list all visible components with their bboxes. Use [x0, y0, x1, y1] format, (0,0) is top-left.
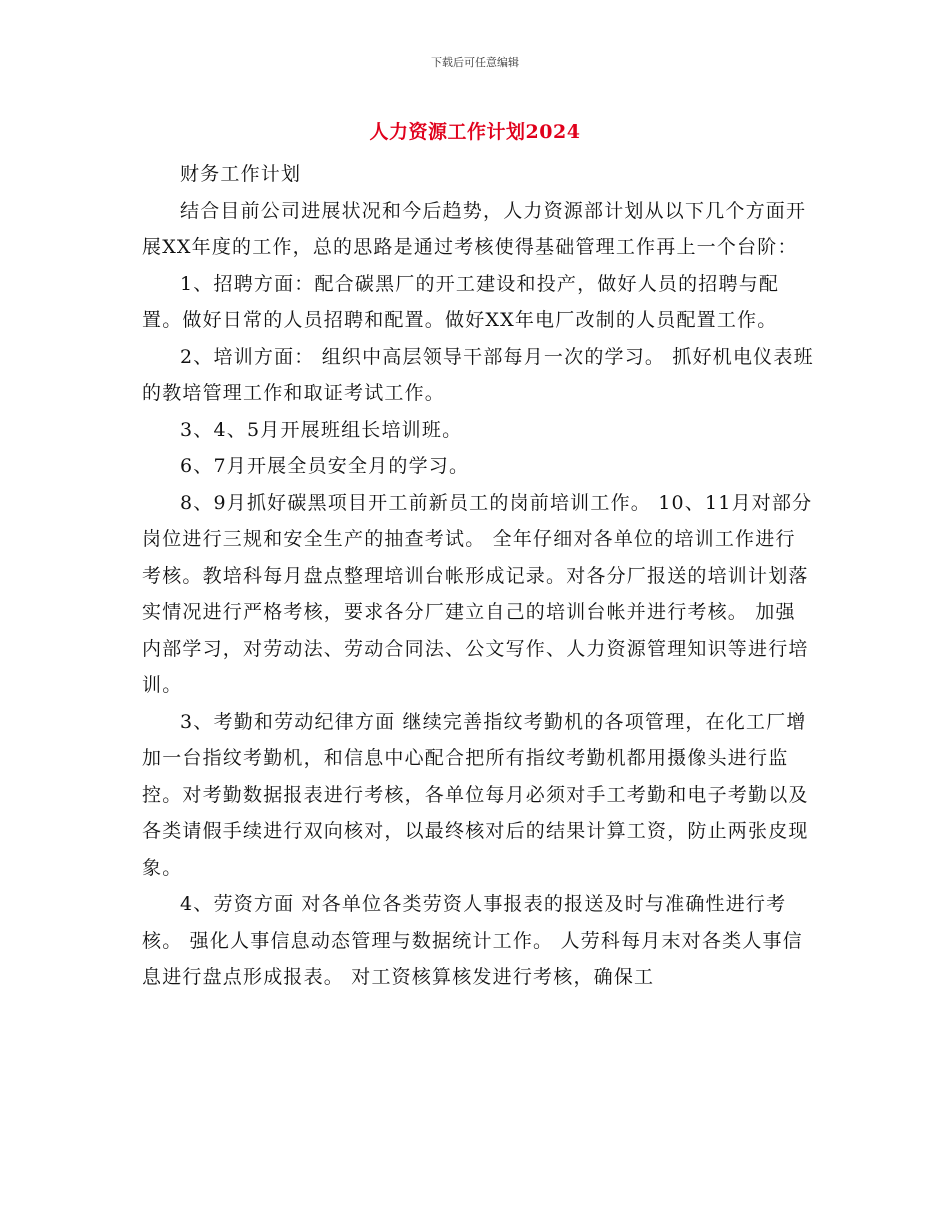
paragraph-attendance: 3、考勤和劳动纪律方面 继续完善指纹考勤机的各项管理，在化工厂增加一台指纹考勤机，和信息中心配合把所有指纹考勤机都用摄像头进行监控。对考勤数据报表进行考核，各单位每月必须对手工考勤和电子考勤以及各类请假手续进行双向核对，以最终核对后的结果计算工资，防止两张皮现象。: [142, 710, 809, 879]
paragraph-recruitment: 1、招聘方面：配合碳黑厂的开工建设和投产，做好人员的招聘与配置。做好日常的人员招聘和配置。做好XX年电厂改制的人员配置工作。: [142, 272, 780, 331]
paragraph-intro: 结合目前公司进展状况和今后趋势，人力资源部计划从以下几个方面开展XX年度的工作，总的思路是通过考核使得基础管理工作再上一个台阶：: [142, 199, 807, 258]
paragraph-new-staff-training: 8、9月抓好碳黑项目开工前新员工的岗前培训工作。 10、11月对部分岗位进行三规和安全生产的抽查考试。 全年仔细对各单位的培训工作进行考核。教培科每月盘点整理培训台帐形成记录。对各分厂报送的培训计划落实情况进行严格考核，要求各分厂建立自己的培训台帐并进行考核。 加强内部学习，对劳动法、劳动合同法、公文写作、人力资源管理知识等进行培训。: [142, 491, 813, 696]
document-title: 人力资源工作计划2024: [369, 121, 581, 143]
paragraph-subtitle: 财务工作计划: [180, 163, 302, 185]
paragraph-labor-wages: 4、劳资方面 对各单位各类劳资人事报表的报送及时与准确性进行考核。 强化人事信息动态管理与数据统计工作。 人劳科每月末对各类人事信息进行盘点形成报表。 对工资核算核发进行考核，确保工: [142, 893, 803, 988]
document-body: [142, 156, 814, 996]
header-note: 下载后可任意编辑: [431, 56, 519, 69]
paragraph-safety-month: 6、7月开展全员安全月的学习。: [180, 455, 470, 477]
paragraph-team-leader-training: 3、4、5月开展班组长培训班。: [180, 418, 463, 441]
paragraph-training: 2、培训方面： 组织中高层领导干部每月一次的学习。 抓好机电仪表班的教培管理工作和取证考试工作。: [142, 345, 814, 404]
